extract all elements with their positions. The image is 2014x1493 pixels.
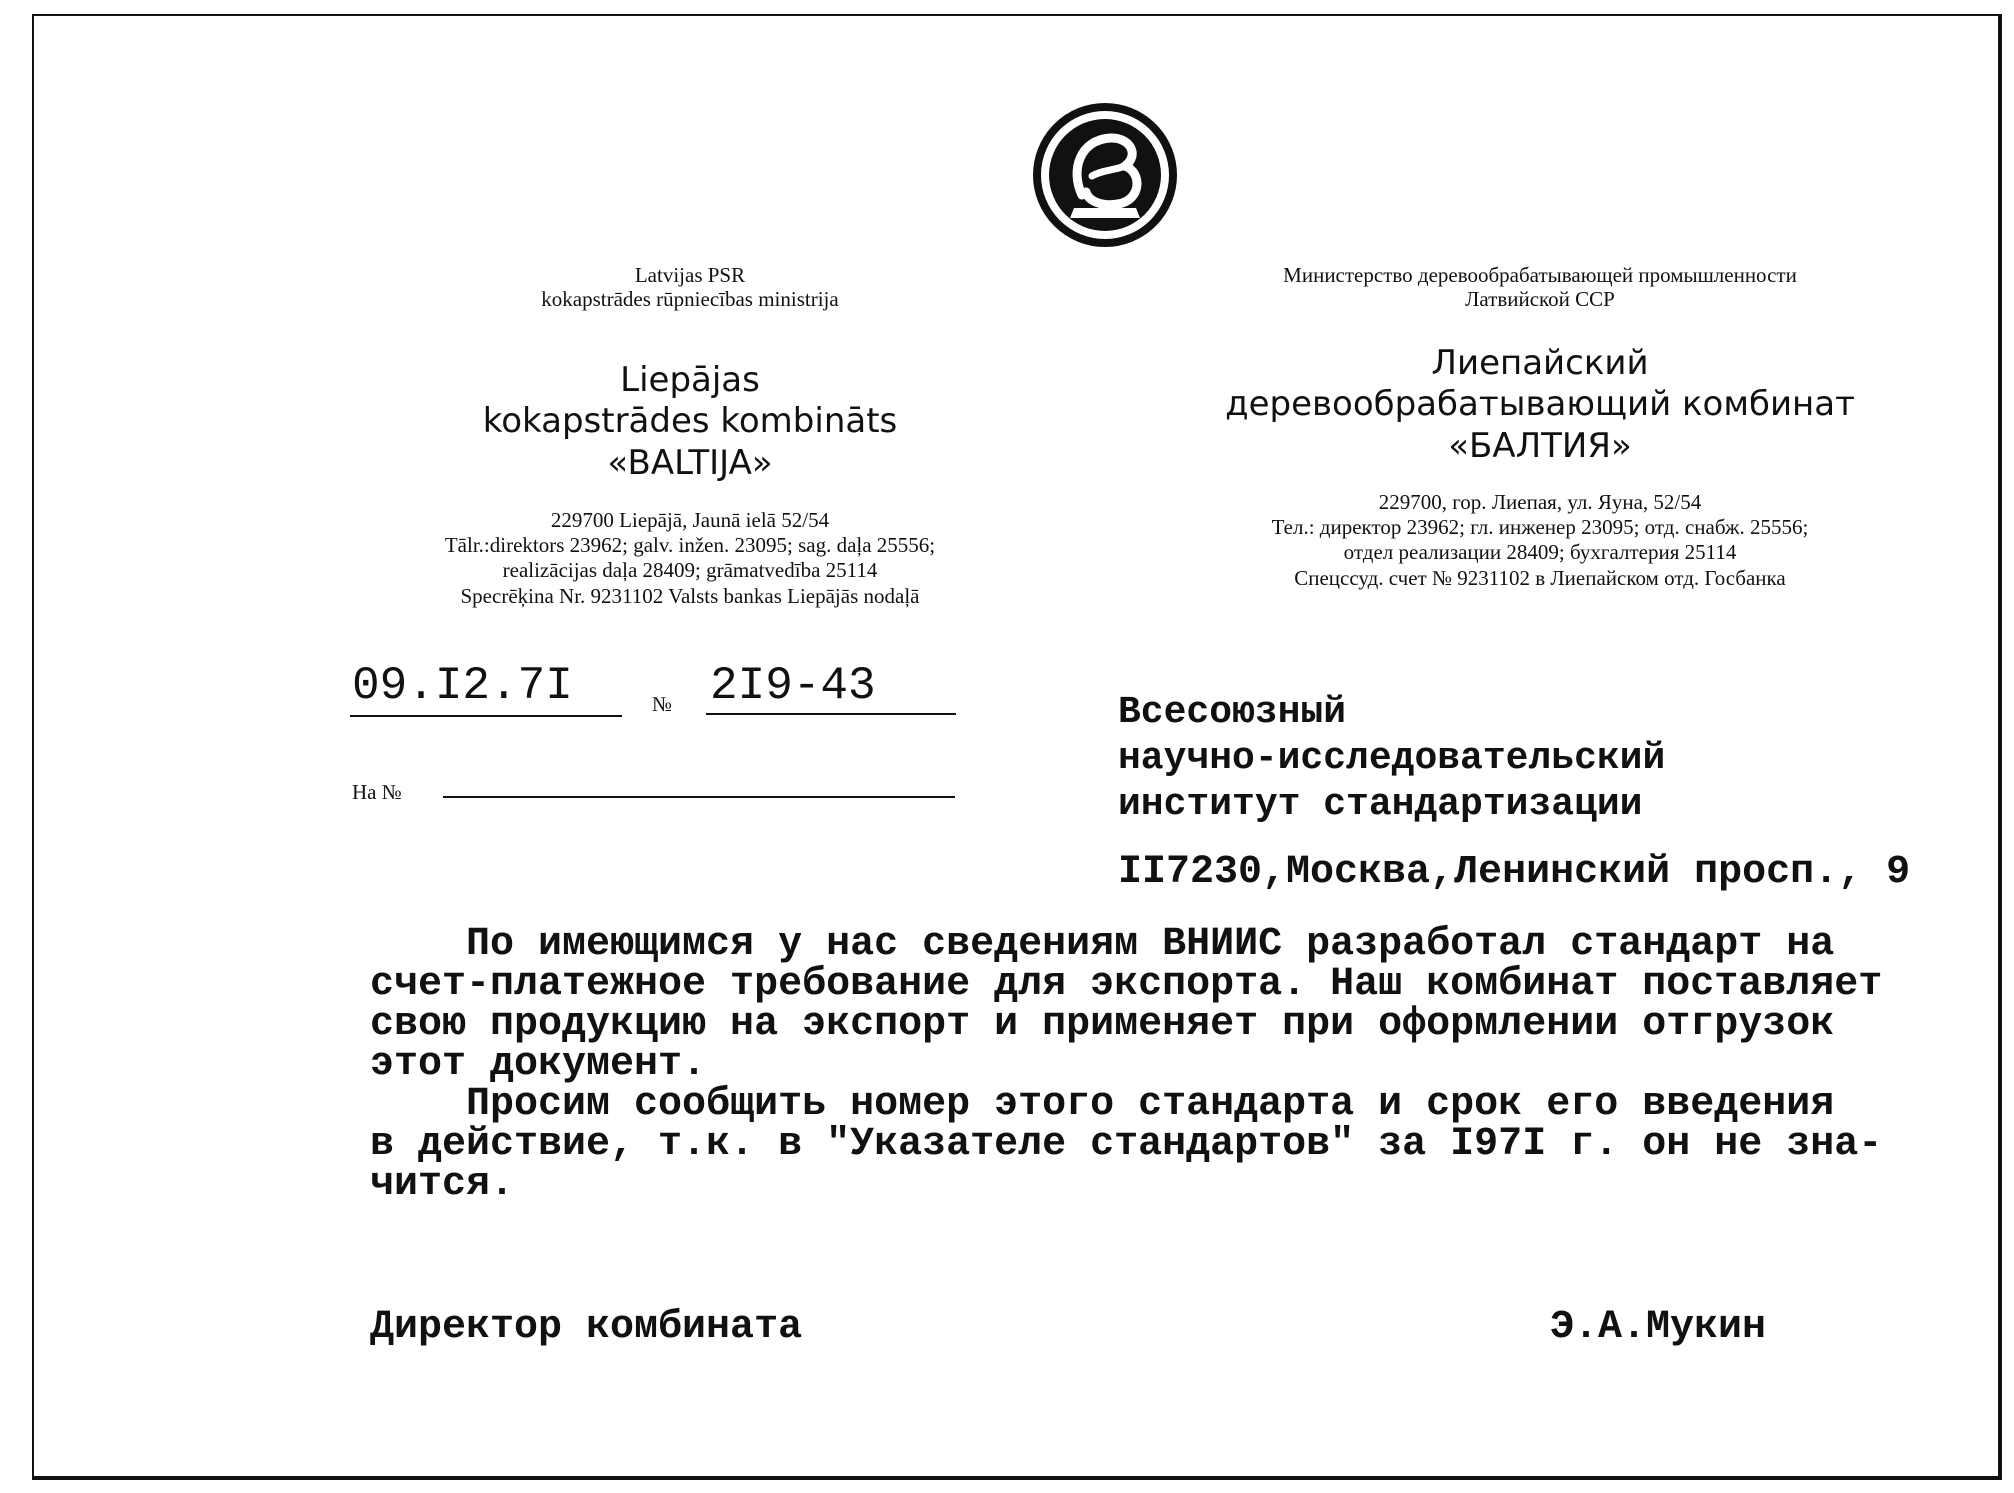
latvian-address-line: realizācijas daļa 28409; grāmatvedība 25114 — [502, 558, 878, 583]
russian-address — [1150, 490, 1930, 591]
russian-org-line: Лиепайский — [1431, 343, 1649, 383]
russian-ministry-line: Латвийской ССР — [1465, 287, 1615, 312]
date-field: 09.I2.7I — [352, 660, 573, 712]
latvian-address-line: 229700 Liepājā, Jaunā ielā 52/54 — [550, 508, 830, 532]
body-line: чится. — [370, 1162, 515, 1207]
body-line: Просим сообщить номер этого стандарта и срок его введения — [370, 1082, 1835, 1127]
latvian-org-line: kokapstrādes kombināts — [482, 401, 898, 442]
latvian-org-name — [400, 360, 980, 484]
russian-org-name — [1170, 343, 1910, 467]
latvian-org-line: Liepājas — [620, 360, 760, 400]
recipient-line: научно-исследовательский — [1118, 737, 1666, 780]
number-label: № — [652, 692, 673, 716]
letter-frame — [32, 14, 2002, 1480]
recipient-line: институт стандартизации — [1118, 783, 1643, 826]
reply-underline — [443, 796, 955, 798]
russian-ministry-line: Министерство деревообрабатывающей промышленности — [1283, 263, 1797, 287]
latvian-ministry-line: Latvijas PSR — [634, 263, 746, 287]
reply-label: На № — [352, 780, 402, 804]
recipient-block — [1118, 690, 1665, 828]
body-line: в действие, т.к. в "Указателе стандартов" за I97I г. он не зна- — [370, 1122, 1883, 1167]
body-line: счет-платежное требование для экспорта. Наш комбинат поставляет — [370, 962, 1883, 1007]
russian-address-line: Спецссуд. счет № 9231102 в Лиепайском отд. Госбанка — [1294, 565, 1786, 590]
latvian-ministry — [430, 263, 950, 311]
signature-name: Э.А.Мукин — [1550, 1305, 1767, 1350]
russian-ministry — [1150, 263, 1930, 311]
recipient-line: Всесоюзный — [1118, 691, 1347, 734]
latvian-org-line: «BALTIJA» — [607, 442, 773, 483]
signature-title: Директор комбината — [370, 1305, 803, 1350]
russian-org-line: деревообрабатывающий комбинат — [1225, 384, 1855, 425]
letter-body — [370, 922, 1940, 1207]
number-underline — [706, 713, 956, 715]
body-line: По имеющимся у нас сведениям ВНИИС разработал стандарт на — [370, 922, 1835, 967]
latvian-address-line: Tālr.:direktors 23962; galv. inžen. 23095; sag. daļa 25556; — [444, 533, 936, 558]
latvian-address-line: Specrēķina Nr. 9231102 Valsts bankas Liepājās nodaļā — [460, 583, 920, 608]
latvian-ministry-line: kokapstrādes rūpniecības ministrija — [541, 287, 839, 312]
body-line: этот документ. — [370, 1042, 707, 1087]
date-underline — [350, 715, 622, 717]
russian-address-line: 229700, гор. Лиепая, ул. Яуна, 52/54 — [1378, 490, 1702, 514]
russian-address-line: отдел реализации 28409; бухгалтерия 25114 — [1343, 540, 1737, 565]
recipient-address: II7230,Москва,Ленинский просп., 9 — [1118, 850, 1911, 895]
latvian-address — [330, 508, 1050, 609]
russian-org-line: «БАЛТИЯ» — [1448, 425, 1632, 466]
body-line: свою продукцию на экспорт и применяет при оформлении отгрузок — [370, 1002, 1835, 1047]
russian-address-line: Тел.: директор 23962; гл. инженер 23095; отд. снабж. 25556; — [1271, 515, 1809, 540]
number-field: 2I9-43 — [710, 660, 876, 712]
baltija-logo-icon — [1030, 100, 1180, 250]
